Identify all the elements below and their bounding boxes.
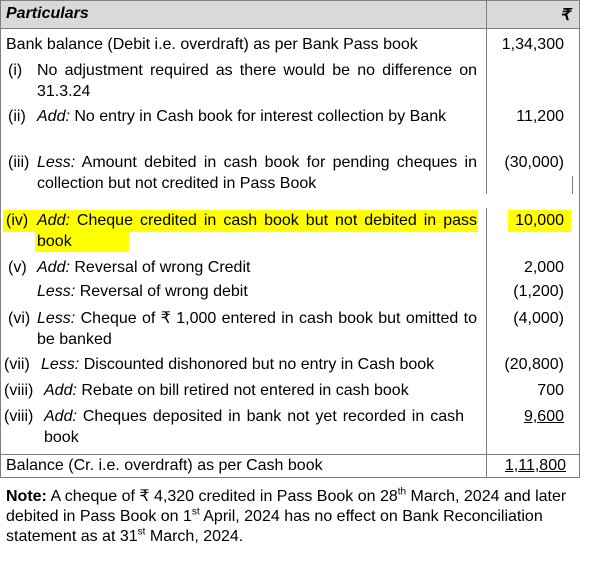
row-text-wrap xyxy=(37,257,477,278)
row-amount: 1,11,800 xyxy=(504,457,566,474)
right-border xyxy=(579,0,580,478)
column-divider-upper xyxy=(486,0,487,194)
row-text-wrap xyxy=(37,106,477,127)
row-amount: (4,000) xyxy=(513,310,564,327)
note-sup: st xyxy=(137,526,146,538)
row-text-wrap xyxy=(37,308,477,350)
row-number: (vi) xyxy=(8,310,31,327)
row-amount: 10,000 xyxy=(515,212,564,229)
row-text-wrap xyxy=(41,354,481,375)
row-number: (vii) xyxy=(4,356,30,373)
row-amount: (20,800) xyxy=(504,356,564,373)
row-prefix: Add: xyxy=(37,108,70,125)
row-text: No entry in Cash book for interest collection by Bank xyxy=(74,108,447,125)
note-sup: st xyxy=(191,506,200,518)
left-border xyxy=(0,0,1,478)
row-prefix: Less: xyxy=(37,310,76,327)
note-text: March, 2024 and later debited in Pass Book on 1 xyxy=(6,488,567,525)
row-prefix: Add: xyxy=(37,259,70,276)
row-amount: 700 xyxy=(537,382,564,399)
row-text-wrap xyxy=(37,210,477,252)
row-amount: 1,34,300 xyxy=(501,36,564,53)
row-amount: (1,200) xyxy=(513,283,564,300)
row-number: (ii) xyxy=(8,108,26,125)
row-amount: 9,600 xyxy=(523,408,564,425)
row-number: (iii) xyxy=(8,154,30,171)
row-text: Bank balance (Debit i.e. overdraft) as per Bank Pass book xyxy=(6,36,418,53)
row-prefix: Add: xyxy=(44,382,77,399)
row-text: Amount debited in cash book for pending cheques in collection but not credited in Pass Book xyxy=(37,154,478,192)
row-number: (viii) xyxy=(4,408,34,425)
row-text: No adjustment required as there would be no difference on 31.3.24 xyxy=(37,62,477,100)
row-text: Discounted dishonored but no entry in Cash book xyxy=(83,356,435,373)
note-text: March, 2024. xyxy=(145,528,244,545)
particulars-heading: Particulars xyxy=(6,5,89,22)
row-prefix: Less: xyxy=(41,356,80,373)
row-text-wrap xyxy=(44,380,484,401)
table-header xyxy=(0,0,580,29)
row-prefix: Less: xyxy=(37,154,76,171)
row-number: (v) xyxy=(8,259,27,276)
row-text: Balance (Cr. i.e. overdraft) as per Cash book xyxy=(6,457,323,474)
column-divider-lower xyxy=(486,208,487,478)
row-prefix: Add: xyxy=(44,408,77,425)
row-text-wrap xyxy=(44,406,464,448)
note-text: April, 2024 has no effect on Bank Reconciliation statement as at 31 xyxy=(6,508,543,545)
note-text: A cheque of ₹ 4,320 credited in Pass Book on 28 xyxy=(46,488,398,505)
row-text-wrap xyxy=(37,152,477,194)
row-text: Reversal of wrong Credit xyxy=(74,259,251,276)
row-number: (iv) xyxy=(6,212,29,229)
row-text: Reversal of wrong debit xyxy=(79,283,248,300)
row-amount: 2,000 xyxy=(523,259,564,276)
rupee-heading: ₹ xyxy=(559,7,570,24)
row-text: Cheque of ₹ 1,000 entered in cash book but omitted to be banked xyxy=(37,310,477,348)
row-amount: (30,000) xyxy=(504,154,564,171)
row-prefix: Add: xyxy=(37,212,70,229)
row-text: Cheques deposited in bank not yet recorded in cash book xyxy=(44,408,464,446)
note-sup: th xyxy=(397,486,407,498)
table-bottom xyxy=(0,477,580,478)
note-paragraph xyxy=(6,487,590,547)
row-amount: 11,200 xyxy=(516,108,564,125)
row-text-wrap xyxy=(37,281,477,302)
row-number: (viii) xyxy=(4,382,34,399)
row-number: (i) xyxy=(8,62,23,79)
row-text: Cheque credited in cash book but not debited in pass book xyxy=(37,212,477,250)
note-label: Note: xyxy=(6,488,47,505)
row-prefix: Less: xyxy=(37,283,76,300)
column-tail xyxy=(572,176,573,194)
row-text: Rebate on bill retired not entered in cash book xyxy=(81,382,409,399)
